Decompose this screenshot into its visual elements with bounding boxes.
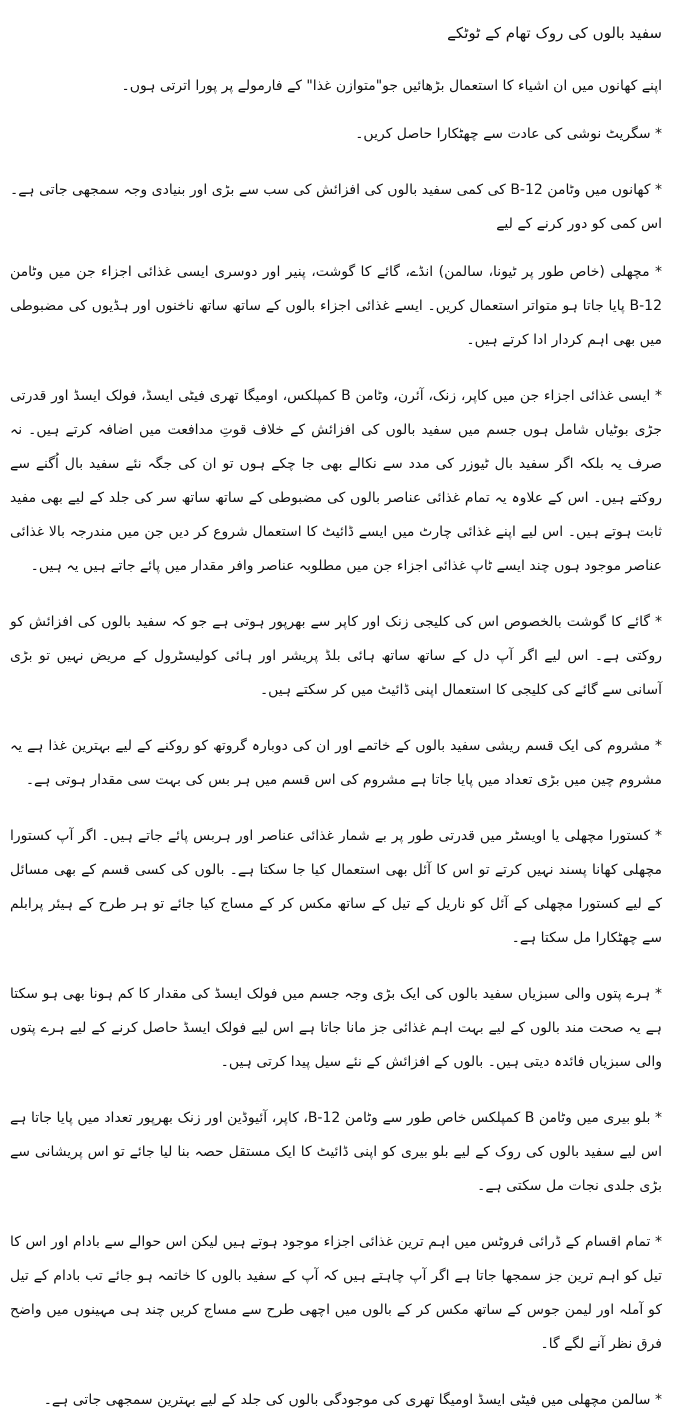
tip-paragraph: * گائے کا گوشت بالخصوص اس کی کلیجی زنک اور کاپر سے بھرپور ہوتی ہے جو کہ سفید بالوں کی افزائش کو روکتی ہے۔ اس لیے اگر آپ دل کے ساتھ ساتھ ہائی بلڈ پریشر اور ہائی کولیسٹرول کے مریض نہیں تو بڑی آسانی سے گائے کی کلیجی کا استعمال اپنی ڈائیٹ میں کر سکتے ہیں۔ (10, 614, 662, 698)
tip-paragraph: * مشروم کی ایک قسم ریشی سفید بالوں کے خاتمے اور ان کی دوبارہ گروتھ کو روکنے کے لیے بہترین غذا ہے یہ مشروم چین میں بڑی تعداد میں پایا جاتا ہے مشروم کی اس قسم میں ہر بس کی بہت سی مقدار ہوتی ہے۔ (10, 738, 662, 788)
tip-paragraph: * ہرے پتوں والی سبزیاں سفید بالوں کی ایک بڑی وجہ جسم میں فولک ایسڈ کی مقدار کا کم ہونا بھی ہو سکتا ہے یہ صحت مند بالوں کے لیے بہت اہم غذائی جز مانا جاتا ہے اس لیے فولک ایسڈ حاصل کرنے کے لیے ہرے پتوں والی سبزیاں فائدہ دیتی ہیں۔ بالوں کے افزائش کے نئے سیل پیدا کرتی ہیں۔ (10, 986, 662, 1070)
article-intro: اپنے کھانوں میں ان اشیاء کا استعمال بڑھائیں جو"متوازن غذا" کے فارمولے پر پورا اترتی ہوں۔ (121, 78, 662, 94)
tip-paragraph: * ایسی غذائی اجزاء جن میں کاپر، زنک، آئرن، وٹامن B کمپلکس، اومیگا تھری فیٹی ایسڈ، فولک ایسڈ اور قدرتی جڑی بوٹیاں شامل ہوں جسم میں سفید بالوں کی افزائش کے خلاف قوتِ مدافعت میں اضافہ کرتے ہیں۔ نہ صرف یہ بلکہ اگر سفید بال ٹیوزر کی مدد سے نکالے بھی جا چکے ہوں تو ان کی جگہ نئے سفید بال اُگنے سے روکتے ہیں۔ اس کے علاوہ یہ تمام غذائی عناصر بالوں کی مضبوطی کے ساتھ ساتھ سر کی جلد کے لیے بھی مفید ثابت ہوتے ہیں۔ اس لیے اپنے غذائی چارٹ میں ایسے ڈائیٹ کا استعمال شروع کر دیں جن میں مندرجہ بالا غذائی عناصر موجود ہوں چند ایسے ٹاپ غذائی اجزاء جن میں مطلوبہ عناصر وافر مقدار میں پائے جاتے ہیں یہ ہیں۔ (10, 388, 662, 574)
tip-paragraph: * کستورا مچھلی یا اویسٹر میں قدرتی طور پر بے شمار غذائی عناصر اور ہربس پائے جاتے ہیں۔ اگر آپ کستورا مچھلی کھانا پسند نہیں کرتے تو اس کا آئل بھی استعمال کیا جا سکتا ہے۔ بالوں کی کسی قسم کے بھی مسائل کے لیے کستورا مچھلی کے آئل کو ناریل کے تیل کے ساتھ مکس کر کے مساج کیا جائے تو ہر طرح کے ہیئر پرابلم سے چھٹکارا مل سکتا ہے۔ (10, 828, 662, 946)
tip-paragraph: * مچھلی (خاص طور پر ٹیونا، سالمن) انڈے، گائے کا گوشت، پنیر اور دوسری ایسی غذائی اجزاء جن میں وٹامن B-12 پایا جاتا ہو متواتر استعمال کریں۔ ایسے غذائی اجزاء بالوں کے ساتھ ساتھ ناخنوں اور ہڈیوں کی مضبوطی میں بھی اہم کردار ادا کرتے ہیں۔ (10, 264, 662, 348)
article-title: سفید بالوں کی روک تھام کے ٹوٹکے (447, 24, 662, 42)
tip-paragraph: * تمام اقسام کے ڈرائی فروٹس میں اہم ترین غذائی اجزاء موجود ہوتے ہیں لیکن اس حوالے سے بادام اور اس کا تیل کو اہم ترین جز سمجھا جاتا ہے اگر آپ چاہتے ہیں کہ آپ کے سفید بالوں کا خاتمہ ہو جائے تب بادام کے تیل کو آملہ اور لیمن جوس کے ساتھ مکس کر کے بالوں میں اچھی طرح سے مساج کریں چند ہی مہینوں میں واضح فرق نظر آنے لگے گا۔ (10, 1234, 662, 1352)
tip-paragraph: * سالمن مچھلی میں فیٹی ایسڈ اومیگا تھری کی موجودگی بالوں کی جلد کے لیے بہترین سمجھی جاتی ہے۔ (43, 1392, 662, 1408)
tip-paragraph: * بلو بیری میں وٹامن B کمپلکس خاص طور سے وٹامن B-12، کاپر، آئیوڈین اور زنک بھرپور تعداد میں پایا جاتا ہے اس لیے سفید بالوں کی روک کے لیے بلو بیری کو اپنی ڈائیٹ کا ایک مستقل حصہ بنا لیا جائے تو اس پریشانی سے بڑی جلدی نجات مل سکتی ہے۔ (10, 1110, 662, 1194)
tip-paragraph: * کھانوں میں وٹامن B-12 کی کمی سفید بالوں کی افزائش کی سب سے بڑی اور بنیادی وجہ سمجھی جاتی ہے۔ اس کمی کو دور کرنے کے لیے (10, 182, 662, 232)
tip-paragraph: * سگریٹ نوشی کی عادت سے چھٹکارا حاصل کریں۔ (355, 126, 662, 142)
